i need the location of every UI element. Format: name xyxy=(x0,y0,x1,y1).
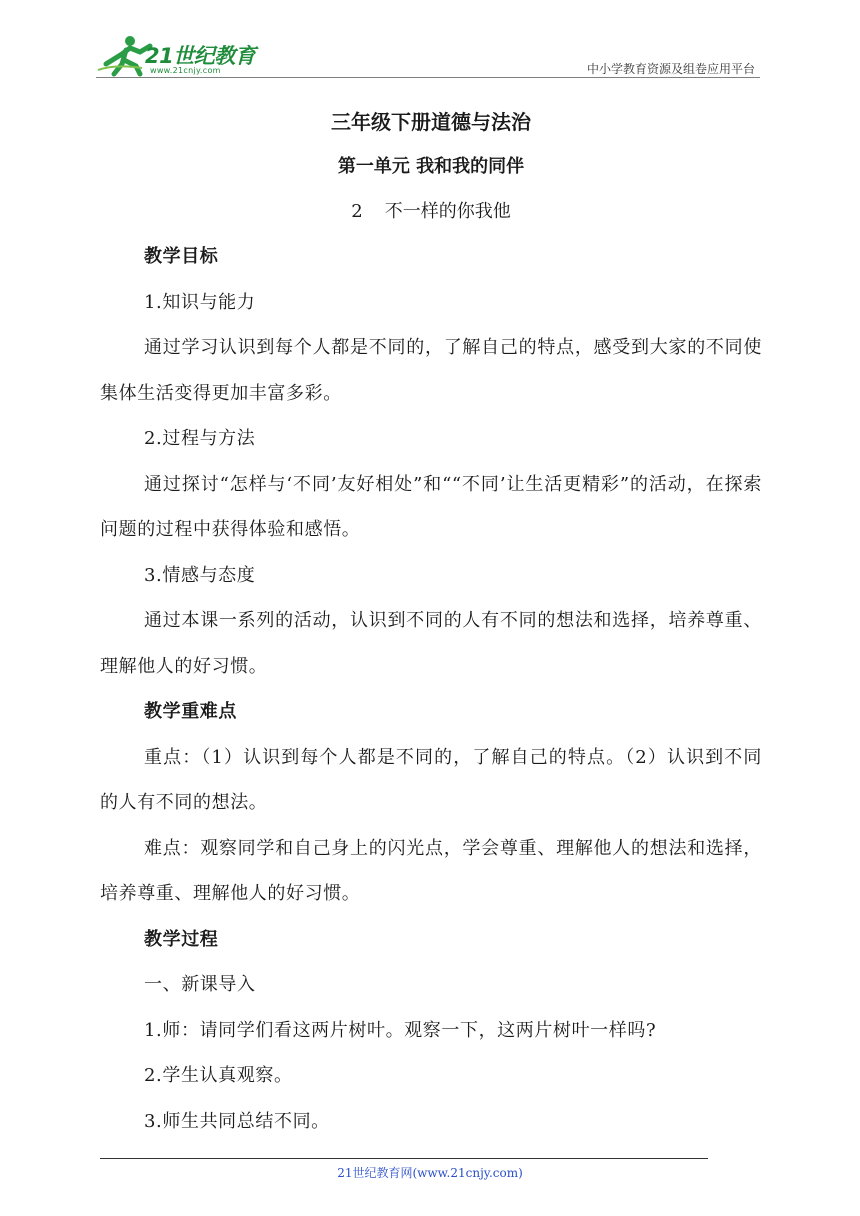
paragraph: 难点：观察同学和自己身上的闪光点，学会尊重、理解他人的想法和选择，培养尊重、理解他人的好习惯。 xyxy=(100,837,762,904)
paragraph-list xyxy=(100,234,762,1144)
paragraph: 3.情感与态度 xyxy=(144,564,256,586)
logo-url: www.21cnjy.com xyxy=(150,66,221,75)
document-title: 三年级下册道德与法治 xyxy=(331,110,531,134)
paragraph: 一、新课导入 xyxy=(144,974,256,995)
section-heading: 教学重难点 xyxy=(144,701,237,722)
lesson-title xyxy=(100,189,762,234)
paragraph: 2.学生认真观察。 xyxy=(144,1065,293,1086)
footer-divider xyxy=(100,1158,708,1159)
paragraph: 重点：（1）认识到每个人都是不同的，了解自己的特点。（2）认识到不同的人有不同的想法。 xyxy=(100,746,762,813)
paragraph: 通过本课一系列的活动，认识到不同的人有不同的想法和选择，培养尊重、理解他人的好习惯。 xyxy=(100,610,762,677)
paragraph: 1.知识与能力 xyxy=(144,291,256,313)
paragraph: 2.过程与方法 xyxy=(144,428,256,449)
paragraph: 通过学习认识到每个人都是不同的，了解自己的特点，感受到大家的不同使集体生活变得更加丰富多彩。 xyxy=(100,337,762,404)
document-body xyxy=(100,100,762,1144)
section-heading: 教学目标 xyxy=(144,246,219,267)
lesson-name: 不一样的你我他 xyxy=(384,201,511,222)
logo-text: 21世纪教育 xyxy=(145,44,256,68)
page-header xyxy=(0,0,860,80)
lesson-number: 2 xyxy=(351,201,363,222)
paragraph: 1.师：请同学们看这两片树叶。观察一下，这两片树叶一样吗? xyxy=(144,1019,657,1041)
section-heading: 教学过程 xyxy=(144,928,219,950)
header-divider xyxy=(96,77,760,78)
paragraph: 通过探讨“怎样与‘不同’友好相处”和““不同’让生活更精彩”的活动，在探索问题的过程中获得体验和感悟。 xyxy=(100,473,762,540)
unit-title: 第一单元 我和我的同伴 xyxy=(337,156,525,177)
footer-text: 21世纪教育网(www.21cnjy.com) xyxy=(337,1166,523,1180)
paragraph: 3.师生共同总结不同。 xyxy=(144,1110,330,1132)
header-platform-text: 中小学教育资源及组卷应用平台 xyxy=(586,62,755,76)
